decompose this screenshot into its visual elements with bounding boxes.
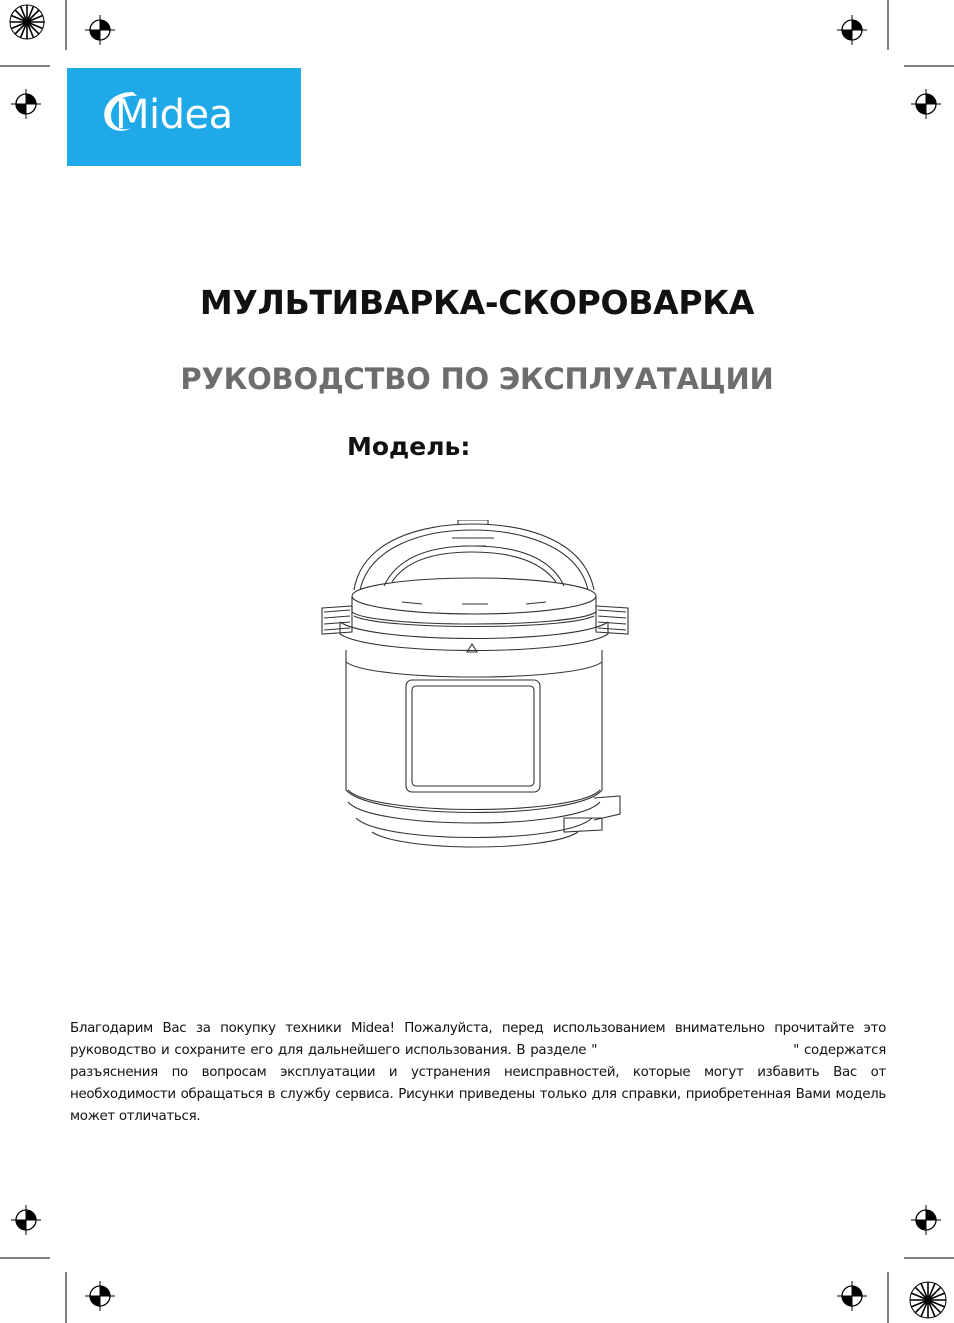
model-label: Модель: <box>347 432 471 461</box>
starburst-mark <box>10 5 44 39</box>
registration-mark <box>85 15 115 45</box>
intro-text-part1: Благодарим Вас за покупку техники Midea! Пожалуйста, перед использованием внимательно прочитайте это руководство и сохраните его для дальнейшего использования. В разделе " <box>70 1021 886 1058</box>
pressure-cooker-drawing <box>312 520 642 860</box>
logo-text: Midea <box>115 92 233 138</box>
document-subtitle: РУКОВОДСТВО ПО ЭКСПЛУАТАЦИИ <box>180 362 774 396</box>
registration-mark <box>911 89 941 119</box>
registration-mark <box>911 1205 941 1235</box>
registration-mark <box>837 1281 867 1311</box>
registration-mark <box>85 1281 115 1311</box>
registration-mark <box>11 1205 41 1235</box>
brand-logo <box>67 68 301 166</box>
intro-text-part2: " содержатся разъяснения по вопросам эксплуатации и устранения неисправностей, которые могут избавить Вас от необходимости обращаться в службу сервиса. Рисунки приведены только для справки, приобретенная Вами модель может отличаться. <box>70 1043 887 1124</box>
document-title: МУЛЬТИВАРКА-СКОРОВАРКА <box>199 283 755 322</box>
registration-mark <box>11 89 41 119</box>
intro-paragraph <box>70 1018 886 1128</box>
starburst-mark <box>910 1282 946 1318</box>
registration-mark <box>837 15 867 45</box>
